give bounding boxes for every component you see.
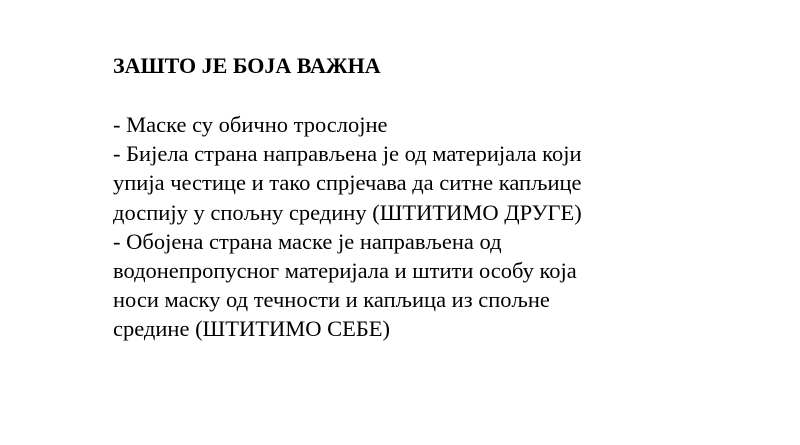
text-line: доспију у спољну средину (ШТИТИМО ДРУГЕ): [113, 199, 582, 225]
text-line: водонепропусног материјала и штити особу која: [113, 258, 577, 284]
text-line: - Бијела страна направљена је од материјала који: [113, 141, 582, 167]
text-line: упија честице и тако спрјечава да ситне капљице: [113, 170, 582, 196]
text-line: - Обојена страна маске је направљена од: [113, 228, 502, 254]
bullet-list: [113, 110, 773, 344]
document-body: [113, 52, 773, 344]
text-line: средине (ШТИТИМО СЕБЕ): [113, 316, 391, 342]
text-line: - Маске су обично трослојне: [113, 112, 388, 137]
text-line: носи маску од течности и капљица из спољне: [113, 287, 550, 313]
document-title: ЗАШТО ЈЕ БОЈА ВАЖНА: [113, 53, 381, 78]
